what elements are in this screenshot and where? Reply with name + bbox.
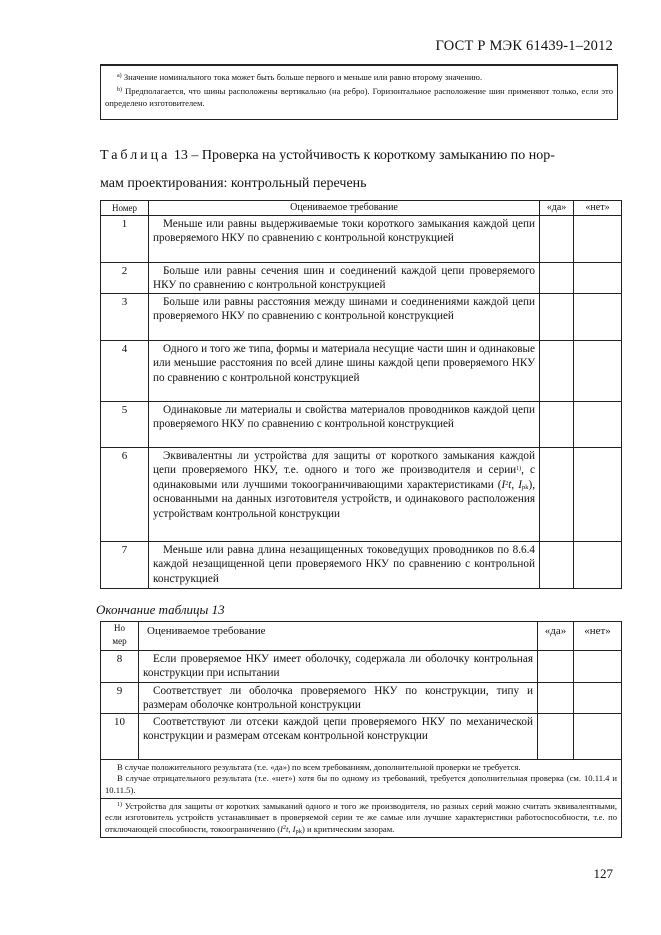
- footnote-1-text-b: ) и критическим зазорам.: [302, 823, 395, 834]
- table-13: [100, 200, 622, 589]
- row-requirement: Меньше или равны выдерживаемые токи короткого замыкания каждой цепи проверяемого НКУ по сравнению с контрольной конструкцией: [149, 216, 540, 263]
- caption-number: 13: [173, 148, 188, 163]
- table-caption-line2: мам проектирования: контрольный перечень: [100, 176, 367, 191]
- table-row: [101, 448, 622, 542]
- row6-footnote-ref: 1): [516, 466, 522, 473]
- header-yes: «да»: [538, 622, 574, 651]
- caption-title-line1: – Проверка на устойчивость к короткому замыканию по нор-: [191, 148, 555, 163]
- row-requirement: Если проверяемое НКУ имеет оболочку, содержала ли оболочку контрольная конструкции при испытании: [139, 651, 538, 683]
- row-requirement: Соответствует ли оболочка проверяемого НКУ по конструкции, типу и размерам оболочке контрольной конструкции: [139, 683, 538, 714]
- table-header-row: [101, 622, 622, 651]
- row-yes-cell: [540, 448, 574, 542]
- row-yes-cell: [538, 683, 574, 714]
- row-yes-cell: [540, 263, 574, 294]
- row-no-cell: [574, 448, 622, 542]
- row-number: 6: [101, 448, 149, 542]
- footnote-1-i2: I: [292, 823, 296, 834]
- row-no-cell: [574, 341, 622, 402]
- table-row: [101, 713, 622, 759]
- caption-label: Таблица: [100, 148, 171, 163]
- note-b-mark: b): [117, 87, 122, 93]
- row-no-cell: [574, 683, 622, 714]
- table-row: [101, 294, 622, 341]
- note-b-text: Предполагается, что шины расположены вертикально (на ребро). Горизонтальное расположение шин применяют только, если это определено изготовителем.: [105, 86, 613, 108]
- footnote-1-i: I: [280, 823, 283, 834]
- table-row: [101, 683, 622, 714]
- table-row: [101, 216, 622, 263]
- continuation-title: Окончание таблицы 13: [96, 602, 225, 617]
- row-number: 7: [101, 542, 149, 589]
- table-row: [101, 402, 622, 448]
- table-row: [101, 542, 622, 589]
- header-number-part-a: Но: [114, 623, 125, 633]
- row-no-cell: [574, 263, 622, 294]
- footnote-1-mark: 1): [117, 802, 122, 809]
- row6-i2t-sup: 2: [505, 480, 509, 487]
- row-requirement: Одного и того же типа, формы и материала несущие части шин и одинаковые или меньшие расстояния по всей длине шины каждой цепи проверяемого НКУ по сравнению с контрольной конструкцией: [149, 341, 540, 402]
- row-requirement: Соответствуют ли отсеки каждой цепи проверяемого НКУ по механической конструкции и размерам отсекам контрольной конструкции: [139, 713, 538, 759]
- row-yes-cell: [538, 651, 574, 683]
- footnote-1-sup: 2: [282, 824, 286, 831]
- row6-ipk-i: I: [518, 478, 522, 491]
- table-row: [101, 651, 622, 683]
- page-number: 127: [593, 866, 613, 881]
- result-notes: [101, 759, 622, 798]
- row6-text-b: , с одинаковыми или лучшими токоограничивающими характеристиками (: [153, 464, 535, 491]
- row-requirement: Одинаковые ли материалы и свойства материалов проводников каждой цепи проверяемого НКУ по сравнению с контрольной конструкцией: [149, 402, 540, 448]
- footnote-1-sep: ,: [288, 823, 293, 834]
- row-number: 8: [101, 651, 139, 683]
- row6-text-a: Эквивалентны ли устройства для защиты от короткого замыкания каждой цепи проверяемого НКУ, т.е. одного и того же производителя и серии: [153, 450, 535, 477]
- footnote-1-text-a: Устройства для защиты от коротких замыканий одного и того же производителя, но разных серий можно считать эквивалентными, если изготовитель устройств устанавливает в проверяемой серии те же самые или лучшие характеристики работоспособности, т.е. по отключающей способности, токоограничению (: [105, 801, 618, 834]
- header-no: «нет»: [574, 622, 622, 651]
- document-code-header: ГОСТ Р МЭК 61439-1–2012: [435, 38, 613, 54]
- row-yes-cell: [540, 542, 574, 589]
- row-number: 4: [101, 341, 149, 402]
- table-notes-row: [101, 759, 622, 798]
- row-number: 9: [101, 683, 139, 714]
- note-negative: В случае отрицательного результата (т.е. «нет») хотя бы по одному из требований, требуется дополнительная проверка (см. 10.11.4 и 10.11.5).: [105, 773, 617, 795]
- table-row: [101, 341, 622, 402]
- row-yes-cell: [538, 713, 574, 759]
- row-number: 5: [101, 402, 149, 448]
- row-no-cell: [574, 713, 622, 759]
- note-a-text: Значение номинального тока может быть больше первого и меньше или равно второму значению.: [123, 72, 483, 82]
- row-requirement: Больше или равны сечения шин и соединений каждой цепи проверяемого НКУ по сравнению с контрольной конструкцией: [149, 263, 540, 294]
- note-a-mark: a): [117, 73, 122, 79]
- header-requirement: Оцениваемое требование: [149, 201, 540, 216]
- note-positive: В случае положительного результата (т.е. «да») по всем требованиям, дополнительной проверки не требуется.: [117, 761, 521, 772]
- row-requirement: Больше или равны расстояния между шинами и соединениями каждой цепи проверяемого НКУ по сравнению с контрольной конструкцией: [149, 294, 540, 341]
- row-yes-cell: [540, 294, 574, 341]
- table-13-continuation: [100, 621, 622, 838]
- header-requirement: Оцениваемое требование: [139, 622, 538, 651]
- header-no: «нет»: [574, 201, 622, 216]
- table-row: [101, 263, 622, 294]
- header-number: Номер: [101, 201, 149, 216]
- footnote-1-sub: pk: [295, 827, 303, 835]
- table-footnote-row: [101, 799, 622, 838]
- row6-text-c: ), основанными на данных изготовителя устройств, и одинакового расположения устройствам контрольной конструкции: [153, 478, 535, 520]
- row6-sep: ,: [511, 478, 519, 491]
- row-no-cell: [574, 216, 622, 263]
- table-caption: [100, 148, 620, 164]
- row-requirement: [149, 448, 540, 542]
- note-a: [117, 71, 612, 83]
- row-number: 1: [101, 216, 149, 263]
- note-b: [105, 85, 613, 109]
- notes-box: [100, 64, 618, 120]
- row-number: 3: [101, 294, 149, 341]
- row-requirement: Меньше или равна длина незащищенных токоведущих проводников по 8.6.4 каждой незащищенной цепи проверяемого НКУ по сравнению с контрольной конструкцией: [149, 542, 540, 589]
- footnote-1: [101, 799, 622, 838]
- row-number: 2: [101, 263, 149, 294]
- header-number-split: [101, 622, 139, 651]
- row-no-cell: [574, 402, 622, 448]
- row-no-cell: [574, 294, 622, 341]
- row6-ipk-sub: pk: [521, 483, 529, 491]
- header-yes: «да»: [540, 201, 574, 216]
- table-header-row: [101, 201, 622, 216]
- row-yes-cell: [540, 402, 574, 448]
- row6-i2t-i: I: [501, 478, 506, 491]
- row6-i2t-t: t: [508, 478, 512, 491]
- row-no-cell: [574, 542, 622, 589]
- row-yes-cell: [540, 216, 574, 263]
- header-number-part-b: мер: [112, 636, 127, 646]
- row-number: 10: [101, 713, 139, 759]
- row-no-cell: [574, 651, 622, 683]
- row-yes-cell: [540, 341, 574, 402]
- footnote-1-t: t: [285, 823, 289, 834]
